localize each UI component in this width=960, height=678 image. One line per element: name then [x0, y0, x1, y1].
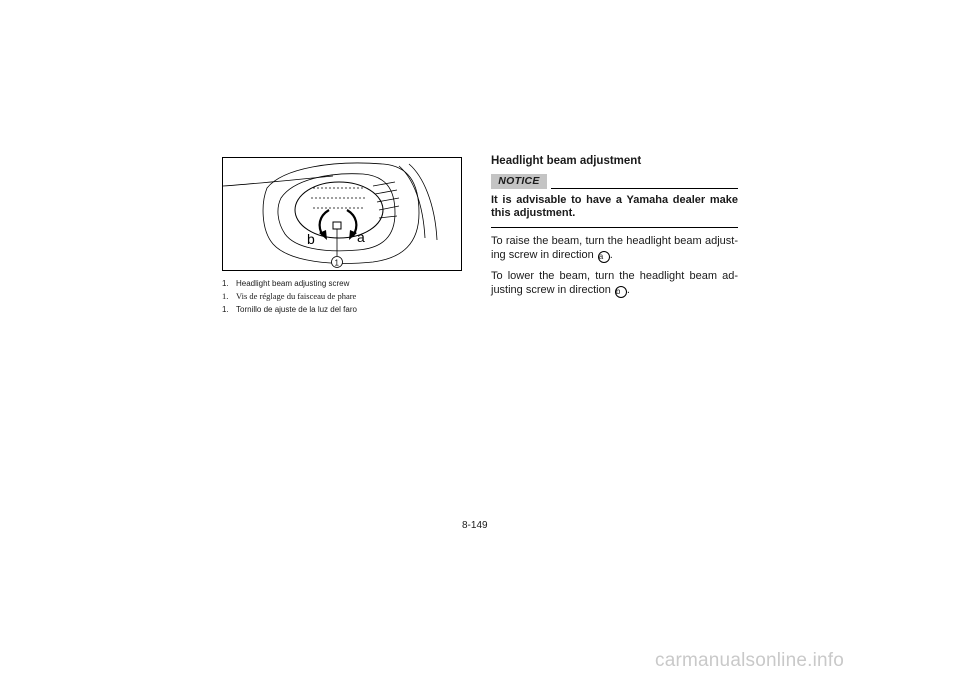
lens-marks-1 — [311, 188, 365, 208]
caption-text: Headlight beam adjusting screw — [236, 279, 350, 288]
notice-text: It is advisable to have a Yamaha dealer make this adjustment. — [491, 194, 738, 219]
raise-beam-text: To raise the beam, turn the headlight beam adjust-ing screw in direction — [491, 235, 738, 261]
caption-spanish — [222, 303, 482, 316]
caption-text: Tornillo de ajuste de la luz del faro — [236, 305, 357, 314]
headlight-diagram — [222, 157, 462, 271]
raise-beam-paragraph — [491, 234, 738, 263]
headlight-housing-outer — [263, 163, 419, 263]
figure-captions — [222, 277, 482, 316]
section-heading: Headlight beam adjustment — [491, 155, 642, 167]
fender-line-1 — [223, 176, 333, 186]
headlight-lens — [295, 182, 383, 238]
fender-line-3 — [409, 164, 437, 240]
instruction-section — [491, 154, 738, 298]
headlight-illustration — [223, 158, 461, 270]
direction-a-marker: a — [598, 251, 610, 263]
caption-english — [222, 277, 482, 290]
caption-text: Vis de réglage du faisceau de phare — [236, 291, 357, 301]
period: . — [626, 284, 630, 296]
label-b: b — [307, 231, 315, 247]
notice-header — [491, 174, 738, 190]
notice-end-divider — [491, 227, 738, 228]
notice-badge: NOTICE — [491, 174, 547, 189]
label-1: 1 — [334, 258, 339, 268]
caption-number: 1. — [222, 305, 229, 314]
watermark: carmanualsonline.info — [655, 650, 845, 671]
caption-french — [222, 290, 482, 303]
caption-number: 1. — [222, 279, 229, 288]
adjusting-screw — [333, 222, 341, 229]
page-number: 8-149 — [462, 520, 488, 531]
lower-beam-paragraph — [491, 269, 738, 298]
notice-divider — [551, 188, 738, 189]
direction-b-marker: b — [615, 286, 627, 298]
fender-line-2 — [399, 166, 425, 238]
lower-beam-text: To lower the beam, turn the headlight beam ad-justing screw in direction — [491, 270, 738, 296]
caption-number: 1. — [222, 291, 229, 301]
label-a: a — [357, 229, 365, 245]
period: . — [609, 249, 613, 261]
